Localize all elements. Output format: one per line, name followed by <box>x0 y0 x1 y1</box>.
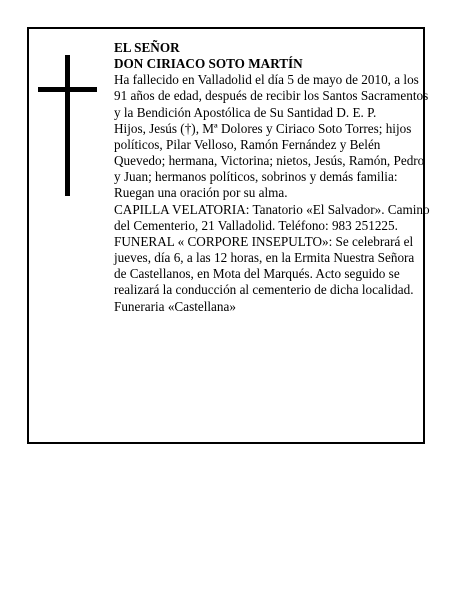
prayer-request: Ruegan una oración por su alma. <box>114 185 288 201</box>
funeral-home: Funeraria «Castellana» <box>114 298 236 314</box>
death-announcement: Ha fallecido en Valladolid el día 5 de mayo de 2010, a los 91 años de edad, después de recibir los Santos Sacramentos y la Bendición Apostólica de Su Santidad D. E. P. <box>114 72 429 120</box>
notice-body <box>114 40 430 315</box>
cross-horizontal-bar <box>38 87 97 92</box>
cross-vertical-bar <box>65 55 70 196</box>
family-list: Hijos, Jesús (†), Mª Dolores y Ciriaco Soto Torres; hijos políticos, Pilar Velloso, Ramón Fernández y Belén Quevedo; hermana, Victorina; nietos, Jesús, Ramón, Pedro y Juan; hermanos políticos, sobrinos y demás familia: <box>114 120 425 185</box>
deceased-name: DON CIRIACO SOTO MARTÍN <box>114 56 303 72</box>
funeral-info: FUNERAL « CORPORE INSEPULTO»: Se celebrará el jueves, día 6, a las 12 horas, en la Ermita Nuestra Señora de Castellanos, en Mota del Marqués. Acto seguido se realizará la conducción al cementerio de dicha localidad. <box>114 233 415 298</box>
honorific: EL SEÑOR <box>114 40 180 55</box>
chapel-info: CAPILLA VELATORIA: Tanatorio «El Salvador». Camino del Cementerio, 21 Valladolid. Teléfono: 983 251225. <box>114 201 430 233</box>
